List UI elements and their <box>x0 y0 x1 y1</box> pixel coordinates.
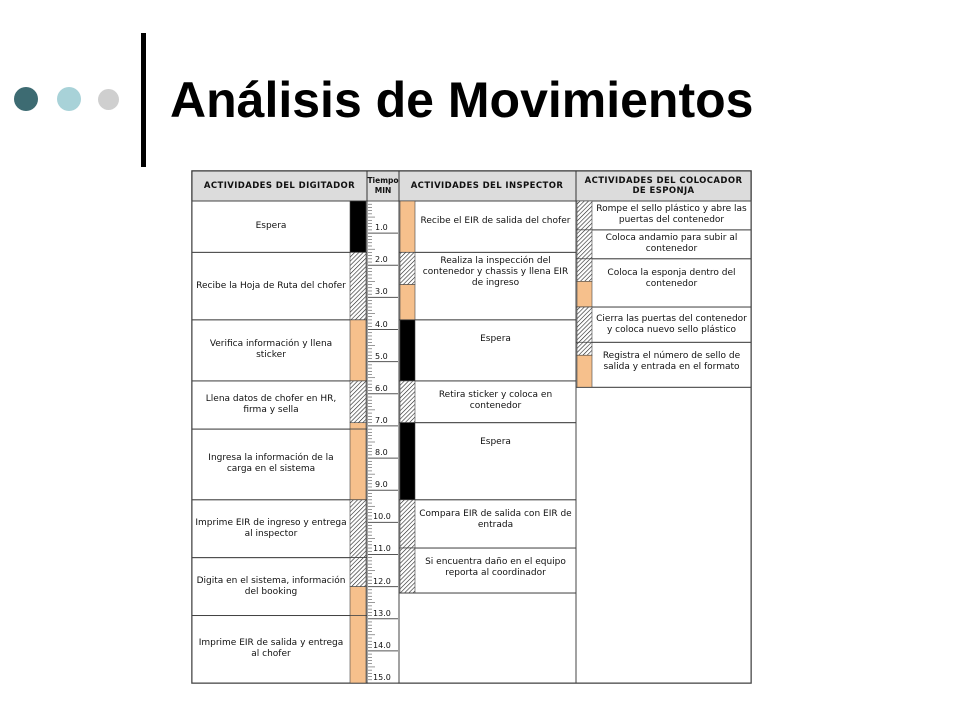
time-tick-label: 2.0 <box>375 255 388 265</box>
inspector-bar-transport <box>400 252 415 284</box>
colocador-activity-label: Coloca andamio para subir al contenedor <box>605 233 738 255</box>
inspector-activity-label: Recibe el EIR de salida del chofer <box>420 215 571 226</box>
digitador-bar-operation <box>350 429 366 500</box>
time-tick-label: 11.0 <box>373 544 391 554</box>
header-inspector: ACTIVIDADES DEL INSPECTOR <box>410 181 564 191</box>
digitador-bar-operation <box>350 423 366 429</box>
digitador-bar-transport <box>350 558 366 587</box>
inspector-bar-transport <box>400 381 415 423</box>
time-tick-label: 12.0 <box>373 576 391 586</box>
inspector-activity-label: Retira sticker y coloca en contenedor <box>438 389 553 411</box>
inspector-bar-wait <box>400 423 415 500</box>
slide-title: Análisis de Movimientos <box>170 72 754 128</box>
inspector-bar-operation <box>400 201 415 252</box>
digitador-bar-transport <box>350 381 366 423</box>
digitador-activity-label: Ingresa la información de la carga en el sistema <box>208 453 334 475</box>
digitador-bar-operation <box>350 616 366 683</box>
inspector-bar-transport <box>400 548 415 593</box>
digitador-activity-label: Digita en el sistema, información del booking <box>196 575 346 597</box>
colocador-cell <box>576 387 751 683</box>
header-digitador: ACTIVIDADES DEL DIGITADOR <box>203 181 356 191</box>
digitador-bar-transport <box>350 500 366 558</box>
digitador-activity-label: Verifica información y llena sticker <box>209 339 333 361</box>
digitador-bar-wait <box>350 201 366 252</box>
inspector-activity-label: Espera <box>480 437 511 448</box>
time-tick-label: 1.0 <box>375 223 388 233</box>
colocador-bar-transport <box>577 230 592 259</box>
inspector-bar-transport <box>400 500 415 548</box>
inspector-activity-label: Realiza la inspección del contenedor y chassis y llena EIR de ingreso <box>422 255 569 288</box>
time-tick-label: 3.0 <box>375 287 388 297</box>
digitador-bar-operation <box>350 587 366 616</box>
inspector-activity-label: Si encuentra daño en el equipo reporta al coordinador <box>425 557 566 579</box>
digitador-activity-label: Imprime EIR de salida y entrega al chofer <box>198 638 344 660</box>
time-tick-label: 9.0 <box>375 480 388 490</box>
time-tick-label: 7.0 <box>375 415 388 425</box>
colocador-bar-transport <box>577 259 592 281</box>
inspector-bar-operation <box>400 285 415 320</box>
header-colocador: ACTIVIDADES DEL COLOCADOR DE ESPONJA <box>584 176 743 196</box>
time-tick-label: 10.0 <box>373 512 391 522</box>
digitador-activity-label: Espera <box>255 221 287 232</box>
colocador-bar-transport <box>577 201 592 230</box>
colocador-bar-transport <box>577 307 592 342</box>
time-tick-label: 5.0 <box>375 351 388 361</box>
colocador-activity-label: Cierra las puertas del contenedor y coloca nuevo sello plástico <box>596 313 747 335</box>
time-tick-label: 6.0 <box>375 383 388 393</box>
colocador-bar-operation <box>577 355 592 387</box>
inspector-bar-wait <box>400 320 415 381</box>
header-tiempo: Tiempo MIN <box>367 176 399 195</box>
time-tick-label: 8.0 <box>375 448 388 458</box>
digitador-bar-transport <box>350 252 366 319</box>
colocador-bar-transport <box>577 342 592 355</box>
digitador-activity-label: Imprime EIR de ingreso y entrega al inspector <box>195 517 347 539</box>
colocador-activity-label: Registra el número de sello de salida y entrada en el formato <box>602 351 741 373</box>
inspector-activity-label: Espera <box>480 334 511 345</box>
colocador-activity-label: Coloca la esponja dentro del contenedor <box>607 267 736 289</box>
time-tick-label: 15.0 <box>373 673 391 682</box>
digitador-bar-operation <box>350 320 366 381</box>
inspector-activity-label: Compara EIR de salida con EIR de entrada <box>419 508 572 530</box>
digitador-activity-label: Llena datos de chofer en HR, firma y sella <box>205 394 337 416</box>
inspector-cell <box>399 593 576 683</box>
colocador-bar-operation <box>577 281 592 307</box>
time-tick-label: 13.0 <box>373 608 391 618</box>
colocador-activity-label: Rompe el sello plástico y abre las puertas del contenedor <box>596 204 747 226</box>
time-tick-label: 14.0 <box>373 640 391 650</box>
digitador-activity-label: Recibe la Hoja de Ruta del chofer <box>196 280 346 291</box>
time-tick-label: 4.0 <box>375 319 388 329</box>
